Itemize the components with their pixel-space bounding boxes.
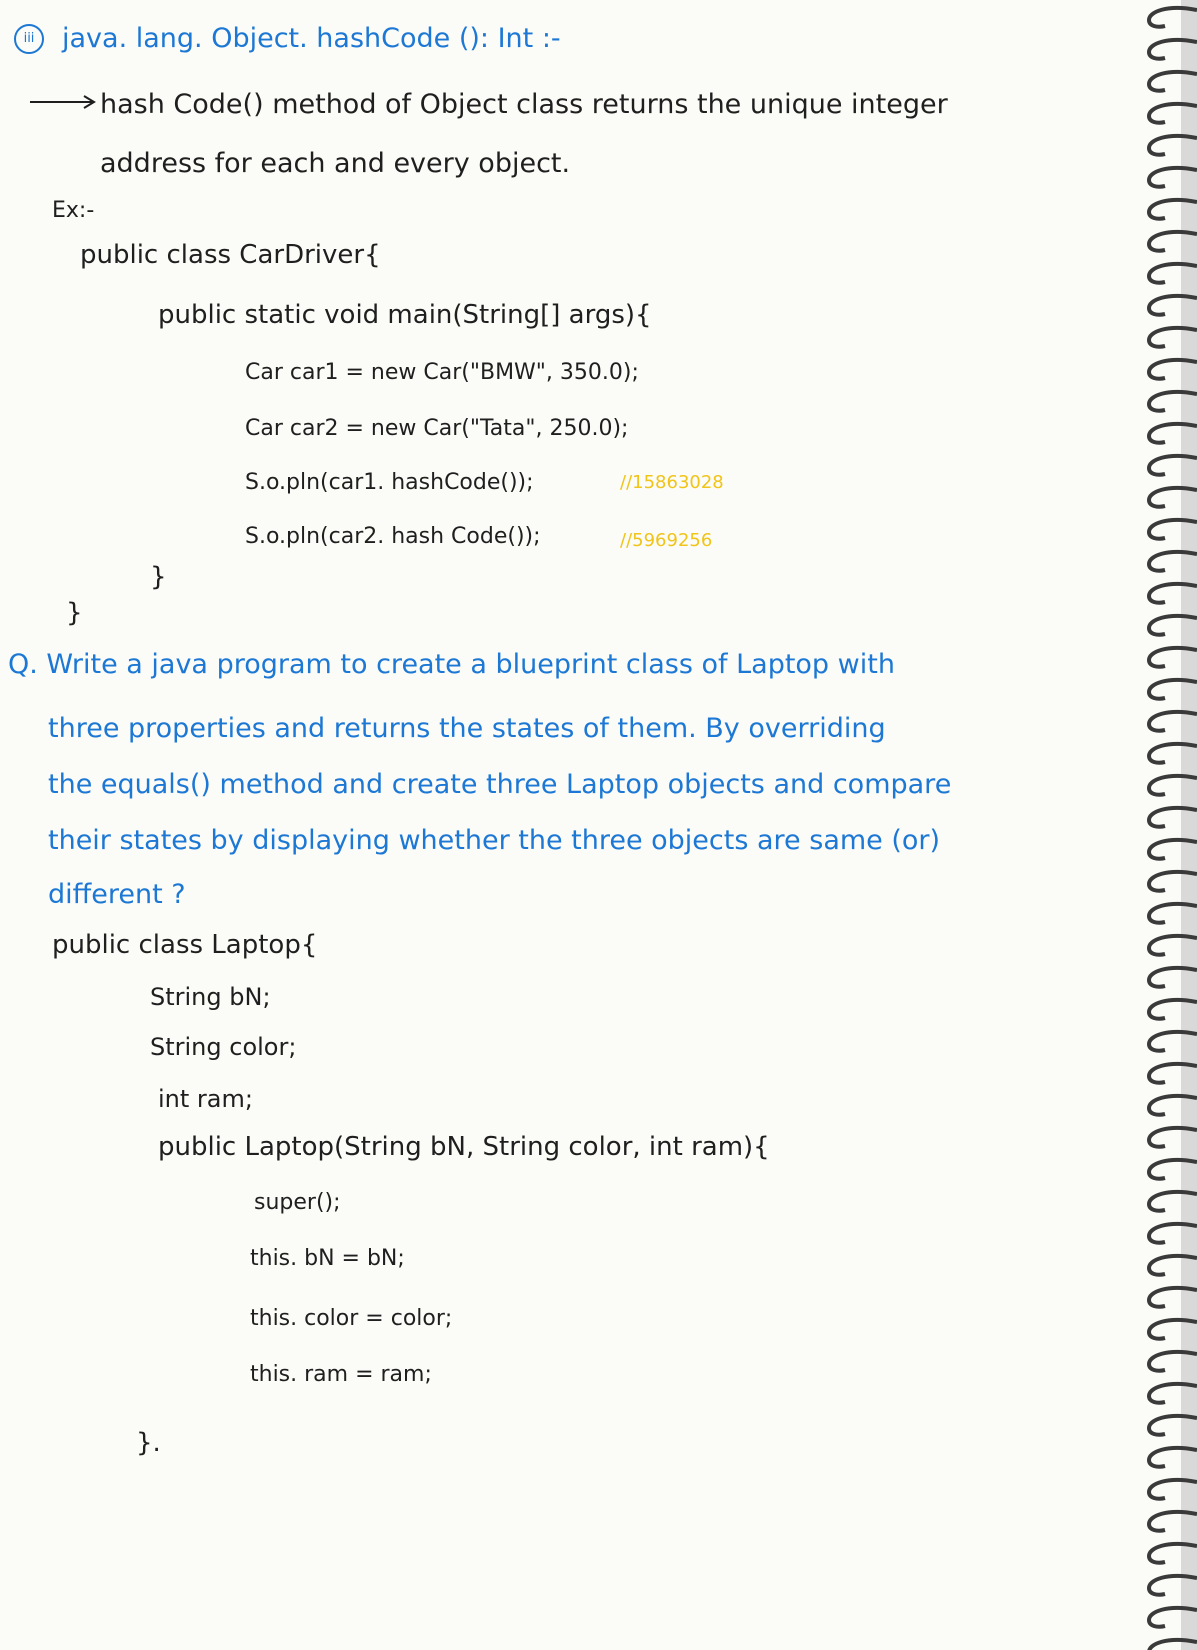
example-comment: //5969256: [620, 530, 713, 551]
answer-code-line: this. bN = bN;: [250, 1246, 405, 1271]
example-code-line: S.o.pln(car1. hashCode());: [245, 470, 534, 495]
example-comment: //15863028: [620, 472, 724, 493]
question-line: their states by displaying whether the three objects are same (or): [48, 825, 941, 856]
example-code-line: public class CarDriver{: [80, 240, 381, 270]
section-title: java. lang. Object. hashCode (): Int :-: [62, 23, 561, 54]
question-line: three properties and returns the states of them. By overriding: [48, 713, 886, 744]
spiral-binding: [1127, 0, 1197, 1650]
example-code-line: Car car2 = new Car("Tata", 250.0);: [245, 416, 629, 441]
question-line: the equals() method and create three Laptop objects and compare: [48, 769, 952, 800]
answer-code-line: String color;: [150, 1033, 297, 1061]
example-code-line: public static void main(String[] args){: [158, 300, 652, 330]
example-code-line: Car car1 = new Car("BMW", 350.0);: [245, 360, 639, 385]
example-code-line: }: [150, 562, 167, 592]
example-code-line: S.o.pln(car2. hash Code());: [245, 524, 541, 549]
answer-code-line: this. ram = ram;: [250, 1362, 432, 1387]
description-line-1: hash Code() method of Object class returns the unique integer: [100, 89, 948, 120]
answer-code-line: this. color = color;: [250, 1306, 453, 1331]
answer-code-line: public Laptop(String bN, String color, int ram){: [158, 1132, 770, 1162]
question-line: different ?: [48, 879, 186, 910]
arrow-icon: [30, 92, 100, 112]
example-label: Ex:-: [52, 198, 95, 223]
section-number-badge: iii: [14, 24, 44, 54]
answer-code-line: int ram;: [158, 1085, 253, 1113]
example-code-line: }: [66, 598, 83, 628]
answer-code-line: public class Laptop{: [52, 930, 318, 960]
description-line-2: address for each and every object.: [100, 148, 571, 179]
answer-code-line: super();: [254, 1190, 341, 1215]
question-line: Q. Write a java program to create a blueprint class of Laptop with: [8, 649, 895, 680]
answer-code-line: }.: [136, 1428, 161, 1458]
answer-code-line: String bN;: [150, 983, 271, 1011]
